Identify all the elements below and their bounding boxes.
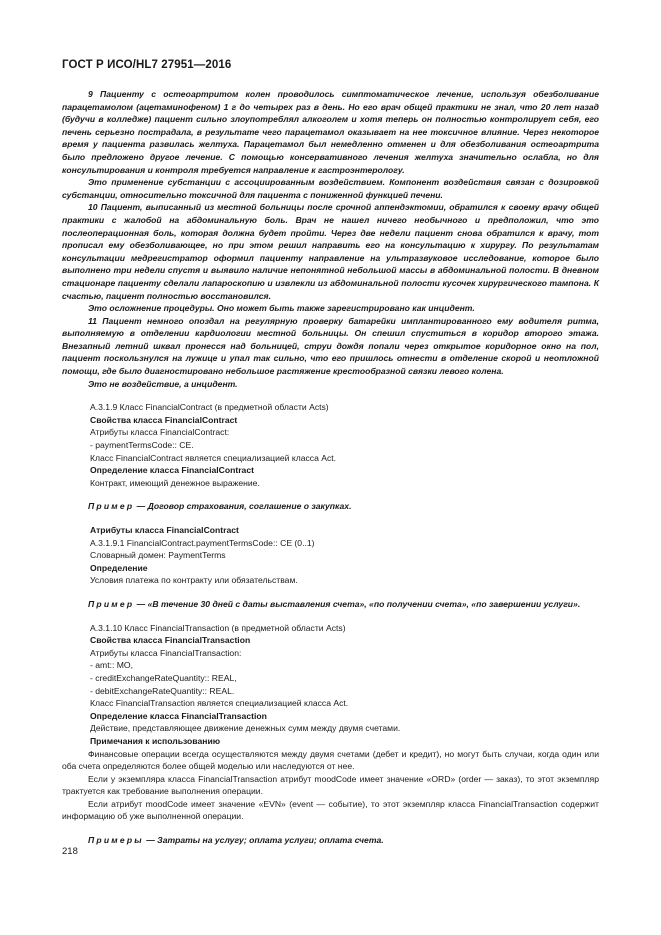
fc-attr-example [62, 598, 599, 611]
example-text: — Затраты на услугу; оплата услуги; оплата счета. [143, 835, 384, 846]
ft-note: Финансовые операции всегда осуществляются между двумя счетами (дебет и кредит), но могут быть случаи, когда один или оба счета определяются более общей моделью или наследуются от нее. [62, 748, 599, 772]
fc-def-text: Контракт, имеющий денежное выражение. [90, 477, 260, 488]
example-label: Пример [88, 598, 135, 609]
example-label: Пример [88, 501, 135, 512]
fc-props-title: Свойства класса FinancialContract [90, 414, 238, 425]
ft-attr-item: - debitExchangeRateQuantity:: REAL. [90, 685, 235, 696]
example-11-note: Это не воздействие, а инцидент. [88, 378, 238, 389]
example-10: 10 Пациент, выписанный из местной больницы после срочной аппендэктомии, обратился к своему врачу общей практики с жалобой на абдоминальную боль. Врач не нашел ничего необычного и предположил, что это послеоперационная боль, которая должна будет пройти. Через две недели пациент снова обратился к врачу, тот прописал ему обезболивающее, но при этом решил направить его на консультацию к хирургу. По результатам консультации медрегистратор оформил пациенту направление на ультразвуковое исследование, которое было выполнено три недели спустя и выявило наличие непонятной небольшой массы в абдоминальной полости. В дневном стационаре пациенту сделали лапароскопию и извлекли из абдоминальной полости кусочек хирургического тампона. К счастью, пациент полностью восстановился. [62, 202, 599, 301]
ft-attrs-intro: Атрибуты класса FinancialTransaction: [90, 647, 242, 658]
ft-note: Если атрибут moodCode имеет значение «EVN» (event — событие), то этот экземпляр класса FinancialTransaction содержит информацию об уже выполненной операции. [62, 798, 599, 822]
ft-def-text: Действие, представляющее движение денежных сумм между двумя счетами. [90, 723, 401, 734]
fc-attr-title: Атрибуты класса FinancialContract [90, 525, 239, 535]
fc-section-heading: А.3.1.9 Класс FinancialContract (в предметной области Acts) [90, 402, 329, 413]
fc-attr-domain: Словарный домен: PaymentTerms [90, 550, 226, 561]
example-9-note: Это применение субстанции с ассоциированным воздействием. Компонент воздействия связан с дозировкой субстанции, относительно токсичной для пациента с пониженной функцией печени. [62, 177, 599, 200]
ft-notes-title: Примечания к использованию [90, 735, 221, 746]
ft-props-title: Свойства класса FinancialTransaction [90, 635, 251, 646]
fc-attrs-intro: Атрибуты класса FinancialContract: [90, 427, 230, 438]
fc-attr-heading: А.3.1.9.1 FinancialContract.paymentTermsCode:: CE (0..1) [90, 537, 315, 548]
ft-spec-text: Класс FinancialTransaction является специализацией класса Act. [90, 698, 349, 709]
fc-attr-def-text: Условия платежа по контракту или обязательствам. [90, 575, 298, 586]
fc-attr-def-title: Определение [90, 562, 148, 573]
fc-def-title: Определение класса FinancialContract [90, 465, 254, 476]
ft-attr-item: - creditExchangeRateQuantity:: REAL, [90, 672, 237, 683]
example-text: — Договор страхования, соглашение о закупках. [134, 501, 352, 512]
example-9: 9 Пациенту с остеоартритом колен проводилось симптоматическое лечение, используя обезболивание парацетамолом (ацетаминофеном) 1 г до четырех раз в день. Но его врач общей практики не знал, что 20 лет назад (будучи в колледже) пациент сильно злоупотреблял алкоголем и хотя теперь он полностью контролирует себя, его печень серьезно пострадала, в результате чего парацетамол оказывает на нее токсичное влияние. Через некоторое время у пациента развилась желтуха. Парацетамол был немедленно отменен и для обезболивания остеоартрита было предложено другое лечение. С помощью консервативного лечения желтуха значительно ослабла, но для консультирования и контроля требуется направление к гастроэнтерологу. [62, 89, 599, 175]
ft-attr-item: - amt:: MO, [90, 660, 133, 671]
ft-example [62, 834, 599, 847]
page-number: 218 [62, 846, 78, 857]
ft-section-heading: А.3.1.10 Класс FinancialTransaction (в предметной области Acts) [90, 622, 346, 633]
example-text: — «В течение 30 дней с даты выставления счета», «по получении счета», «по завершении услуги». [134, 598, 581, 609]
example-label: Примеры [88, 835, 144, 846]
example-10-note: Это осложнение процедуры. Оно может быть также зарегистрировано как инцидент. [88, 303, 475, 314]
ft-def-title: Определение класса FinancialTransaction [90, 710, 267, 721]
ft-note: Если у экземпляра класса FinancialTransaction атрибут moodCode имеет значение «ORD» (order — заказ), то этот экземпляр трактуется как требование выполнения операции. [62, 773, 599, 797]
fc-spec-text: Класс FinancialContract является специализацией класса Act. [90, 452, 337, 463]
fc-example [62, 500, 599, 513]
fc-attr-item: - paymentTermsCode:: CE. [90, 440, 194, 451]
example-11: 11 Пациент немного опоздал на регулярную проверку батарейки имплантированного ему водителя ритма, выполняемую в отделении кардиологии местной больницы. Он спешил спуститься в коридор второго этажа. Внезапный летний шквал пронесся над больницей, струи дождя попали через открытое коридорное окно на пол, пациент поскользнулся на лужице и упал так сильно, что его пришлось отнести в отделение скорой и неотложной помощи, где было диагностировано небольшое растяжение крестообразной связки левого колена. [62, 315, 599, 377]
document-header: ГОСТ Р ИСО/HL7 27951—2016 [62, 59, 232, 71]
page-body [62, 88, 599, 847]
